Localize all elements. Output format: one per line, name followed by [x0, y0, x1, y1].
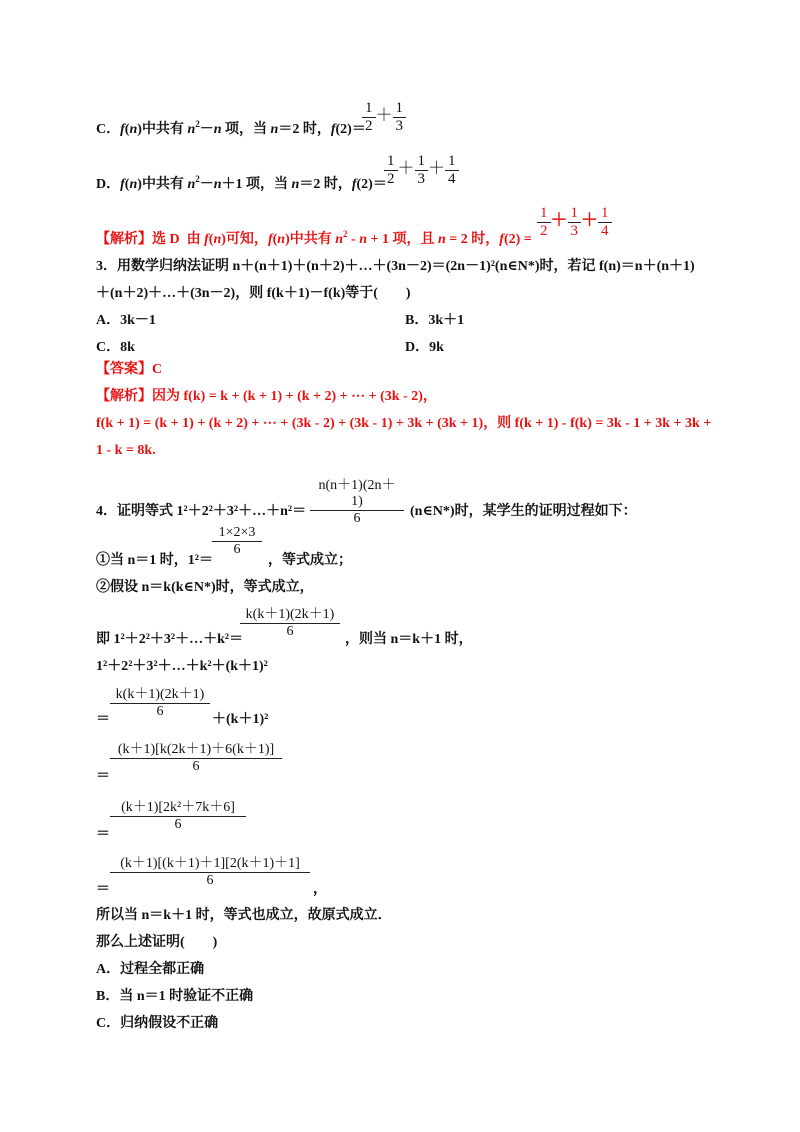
eq2-fraction: $\frac{(k+1)[k(2k+1)+6(k+1)]}{6}$	[110, 738, 282, 775]
q4-option-c: C．归纳假设不正确	[96, 1016, 219, 1031]
analysis-1: 【解析】选 D 由 f(n)可知，f(n)中共有 $n^2 - n + 1$ 项，且 n = 2 时，f(2) =	[96, 229, 532, 247]
eq3-fraction: $\frac{\text{(k＋1)[2k²＋7k＋6]}}{6}$	[110, 796, 246, 833]
q4-step3: 即 1²＋2²＋3²＋…＋k²＝	[96, 632, 244, 647]
eq4-comma: ，	[313, 882, 327, 897]
q4-option-a: A．过程全都正确	[96, 962, 205, 977]
q4-option-b: B．当 n＝1 时验证不正确	[96, 989, 254, 1004]
eq4-fraction: $\frac{(k+1)[(k+1)+1][2(k+1)+1]}{6}$	[110, 852, 310, 889]
q4-step1-post: ，等式成立；	[268, 553, 352, 568]
eq1-sign: ＝	[96, 712, 110, 727]
q4-line1: 4．证明等式 1²＋2²＋3²＋…＋n²＝	[96, 504, 307, 519]
option-d-fractions: $\frac{1}{2}$ ＋ $\frac{1}{3}$ ＋ $\frac{1}{4}$	[384, 153, 459, 188]
q4-step1: ①当 n＝1 时，1²＝	[96, 553, 213, 568]
option-d: D．f(n)中共有 $n^2-n+1$ 项，当 n＝2 时，f(2)＝	[96, 174, 387, 192]
option-c-fractions: $\frac{1}{2}$ ＋ $\frac{1}{3}$	[362, 100, 406, 135]
eq1-fraction: $\frac{k(k+1)(2k+1)}{6}$	[110, 683, 210, 720]
q4-question: 那么上述证明( )	[96, 935, 218, 950]
eq3-sign: ＝	[96, 827, 110, 842]
eq2-sign: ＝	[96, 769, 110, 784]
q4-step1-fraction: $\frac{1\times 2\times 3}{6}$	[212, 525, 262, 558]
q3-option-c: C．8k	[96, 340, 135, 355]
q4-main-fraction: $\frac{n(n+1)(2n+1)}{6}$	[310, 474, 404, 527]
q4-step2: ②假设 n＝k(k∈N*)时，等式成立，	[96, 580, 314, 595]
analysis-2-line1: 【解析】因为 f(k) = k + (k + 1) + (k + 2) + ⋯ + (3k - 2)，	[96, 389, 437, 404]
q4-step3-post: ，则当 n＝k＋1 时，	[345, 632, 473, 647]
analysis-2-line2: f(k + 1) = (k + 1) + (k + 2) + ⋯ + (3k - 2) + (3k - 1) + 3k + (3k + 1)，则 f(k + 1) - f(k) = 3k - 1 + 3k + 3k +	[96, 416, 712, 431]
q3-line2: ＋(n＋2)＋…＋(3n－2)，则 f(k＋1)－f(k)等于( )	[96, 286, 411, 301]
fraction-third: $\frac{1}{3}$	[393, 100, 407, 135]
q3-option-a: A．3k－1	[96, 313, 156, 328]
analysis-1-fractions: $\frac{1}{2}$ ＋ $\frac{1}{3}$ ＋ $\frac{1}{4}$	[537, 205, 612, 240]
eq1-post: ＋(k＋1)²	[212, 712, 269, 727]
fraction-half: $\frac{1}{2}$	[362, 100, 376, 135]
analysis-2-line3: 1 - k = 8k.	[96, 443, 156, 458]
q3-line1: 3．用数学归纳法证明 n＋(n＋1)＋(n＋2)＋…＋(3n－2)＝(2n－1)²(n∈N*)时，若记 f(n)＝n＋(n＋1)	[96, 259, 695, 274]
q4-step3-fraction: $\frac{k(k+1)(2k+1)}{6}$	[240, 603, 340, 640]
q3-option-d: D．9k	[405, 340, 444, 355]
q4-step4: 1²＋2²＋3²＋…＋k²＋(k＋1)²	[96, 659, 268, 674]
answer: 【答案】C	[96, 362, 163, 377]
q4-line1-post: (n∈N*)时，某学生的证明过程如下：	[410, 504, 637, 519]
q4-conclusion: 所以当 n＝k＋1 时，等式也成立，故原式成立．	[96, 908, 392, 923]
q3-option-b: B．3k＋1	[405, 313, 465, 328]
eq4-sign: ＝	[96, 882, 110, 897]
option-c: C．f(n)中共有 $n^2-n$ 项，当 n＝2 时，f(2)＝	[96, 119, 366, 137]
